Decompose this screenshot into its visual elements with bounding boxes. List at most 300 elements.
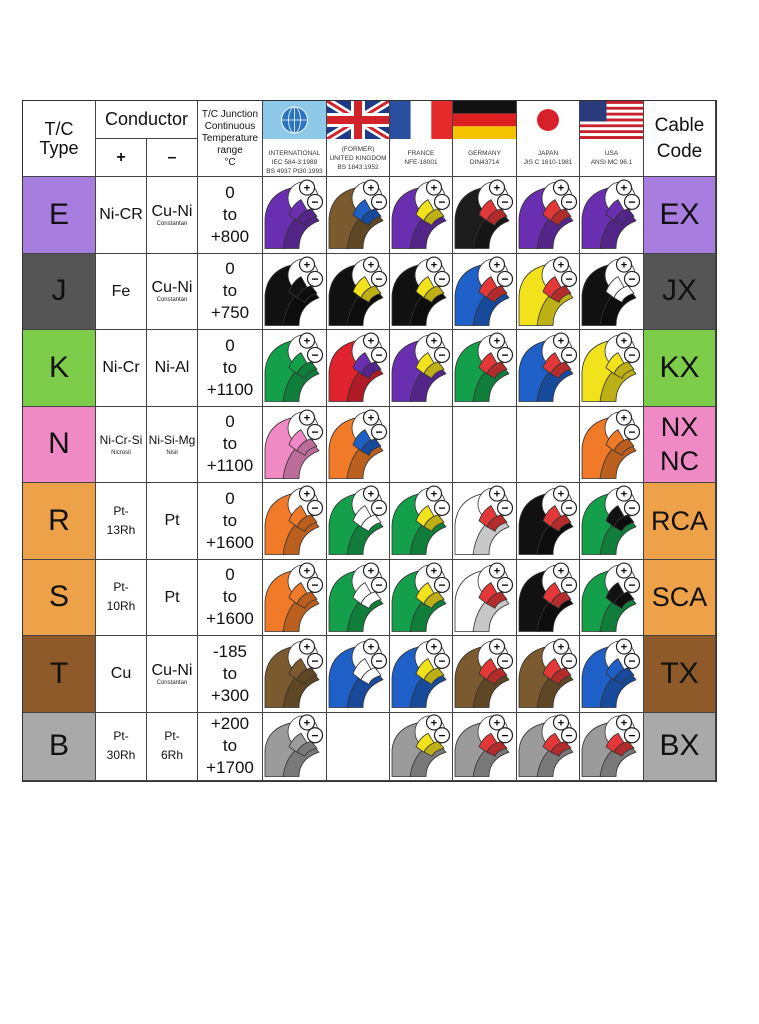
svg-text:+: + — [493, 641, 501, 654]
row-positive-conductor — [96, 330, 147, 407]
type-letter: T — [49, 656, 69, 690]
svg-text:−: − — [438, 653, 446, 668]
cable-code-value: BX — [659, 729, 700, 763]
cable-cell — [453, 407, 517, 484]
svg-text:+: + — [367, 488, 375, 501]
row-cable-code — [644, 560, 716, 637]
tc-type-label: T/C Type — [39, 118, 79, 158]
cable-icon-j-japan — [517, 254, 579, 330]
standard-name: ANSI MC 96.1 — [590, 159, 633, 166]
temperature-range-line: to — [222, 663, 238, 683]
svg-text:+: + — [620, 488, 628, 501]
cable-cell — [580, 254, 644, 331]
cable-icon-k-international — [263, 330, 326, 406]
standard-header-france — [390, 101, 453, 177]
row-positive-conductor — [96, 177, 147, 254]
positive-material: Pt- 13Rh — [106, 503, 136, 537]
cable-cell — [453, 560, 517, 637]
svg-text:−: − — [501, 194, 509, 209]
row-negative-conductor — [147, 560, 198, 637]
cable-cell — [580, 483, 644, 560]
row-cable-code — [644, 713, 716, 782]
cable-icon-s-international — [263, 560, 326, 636]
svg-text:−: − — [628, 577, 636, 592]
negative-material: Cu-Ni — [151, 202, 193, 220]
cable-cell — [263, 177, 327, 254]
cable-cell — [263, 713, 327, 782]
cable-icon-e-usa — [580, 177, 643, 253]
row-negative-conductor — [147, 254, 198, 331]
svg-text:−: − — [375, 424, 383, 439]
header-conductor — [96, 101, 198, 139]
standard-caption — [263, 149, 326, 176]
svg-text:−: − — [628, 727, 636, 742]
positive-material: Ni-CR — [99, 206, 143, 224]
type-letter: R — [48, 503, 70, 537]
temperature-range-line: +200 — [210, 714, 250, 734]
row-cable-code — [644, 177, 716, 254]
standard-name: BS 1843:1952 — [337, 164, 379, 171]
cable-icon-k-germany — [453, 330, 516, 406]
cable-icon-s-japan — [517, 560, 579, 636]
row-negative-conductor — [147, 636, 198, 713]
cable-cell — [390, 560, 453, 637]
cable-icon-r-germany — [453, 483, 516, 559]
temperature-range-line: 0 — [225, 412, 235, 432]
cable-cell — [580, 177, 644, 254]
type-letter: J — [51, 274, 67, 308]
svg-text:−: − — [375, 194, 383, 209]
svg-text:+: + — [493, 488, 501, 501]
cable-cell — [327, 407, 390, 484]
cable-cell — [580, 713, 644, 782]
header-tc-type — [23, 101, 96, 177]
svg-text:−: − — [438, 271, 446, 286]
svg-text:+: + — [493, 182, 501, 195]
svg-text:+: + — [557, 335, 565, 348]
cable-cell — [327, 713, 390, 782]
svg-text:−: − — [438, 347, 446, 362]
cable-icon-j-uk — [327, 254, 389, 330]
cable-icon-n-international — [263, 407, 326, 483]
row-positive-conductor — [96, 407, 147, 484]
svg-text:−: − — [375, 271, 383, 286]
temperature-range-line: +1700 — [206, 758, 254, 778]
cable-cell — [263, 330, 327, 407]
international-flag-icon — [263, 101, 326, 139]
svg-text:+: + — [367, 259, 375, 272]
standard-country: USA — [604, 150, 619, 157]
row-temperature-range — [198, 407, 263, 484]
cable-icon-k-usa — [580, 330, 643, 406]
temperature-range-line: +1100 — [206, 456, 254, 476]
standard-header-uk — [327, 101, 390, 177]
row-type-B — [23, 713, 96, 782]
cable-code-value: SCA — [651, 582, 708, 613]
positive-material-note: Nicrosil — [111, 450, 131, 457]
svg-text:−: − — [565, 271, 573, 286]
temperature-range-line: -185 — [212, 641, 248, 661]
cable-code-value: TX — [660, 656, 699, 690]
svg-text:+: + — [303, 335, 311, 348]
cable-icon-r-france — [390, 483, 452, 559]
svg-text:−: − — [628, 194, 636, 209]
svg-text:+: + — [430, 716, 438, 729]
row-temperature-range — [198, 177, 263, 254]
header-minus — [147, 139, 198, 177]
row-negative-conductor — [147, 177, 198, 254]
cable-cell — [390, 713, 453, 782]
row-positive-conductor — [96, 636, 147, 713]
cable-cell — [517, 636, 580, 713]
svg-text:+: + — [367, 641, 375, 654]
negative-material-note: Nisil — [166, 450, 178, 457]
uk-flag-icon — [327, 101, 389, 139]
svg-text:−: − — [375, 500, 383, 515]
temperature-range-line: to — [222, 281, 238, 301]
cable-icon-b-france — [390, 713, 452, 781]
svg-text:+: + — [620, 641, 628, 654]
cable-cell — [453, 254, 517, 331]
svg-text:−: − — [501, 347, 509, 362]
positive-material: Pt- 30Rh — [106, 729, 136, 763]
cable-code-value: KX — [659, 350, 700, 384]
cable-icon-e-germany — [453, 177, 516, 253]
temperature-range-line: to — [222, 204, 238, 224]
svg-text:−: − — [628, 653, 636, 668]
negative-material: Pt — [164, 588, 180, 606]
row-temperature-range — [198, 560, 263, 637]
svg-text:−: − — [565, 347, 573, 362]
row-negative-conductor — [147, 713, 198, 782]
cable-icon-t-usa — [580, 636, 643, 712]
svg-text:−: − — [311, 727, 319, 742]
cable-cell — [327, 560, 390, 637]
svg-text:+: + — [557, 565, 565, 578]
standard-country: INTERNATIONAL — [268, 150, 321, 157]
header-cable-code — [644, 101, 716, 177]
svg-text:−: − — [628, 271, 636, 286]
cable-icon-e-japan — [517, 177, 579, 253]
standard-name: DIN43714 — [469, 159, 500, 166]
cable-code-value: NX NC — [660, 412, 699, 477]
row-positive-conductor — [96, 483, 147, 560]
cable-code-value: JX — [661, 274, 697, 308]
row-cable-code — [644, 483, 716, 560]
svg-text:−: − — [565, 653, 573, 668]
row-type-S — [23, 560, 96, 637]
svg-text:−: − — [438, 194, 446, 209]
germany-flag-icon — [453, 101, 516, 139]
svg-text:−: − — [438, 500, 446, 515]
svg-text:+: + — [367, 335, 375, 348]
temperature-range-line: to — [222, 736, 238, 756]
standard-name: JIS C 1610-1981 — [523, 159, 573, 166]
plus-label: + — [116, 148, 126, 166]
svg-text:+: + — [303, 488, 311, 501]
svg-text:+: + — [620, 716, 628, 729]
france-flag-icon — [390, 101, 452, 139]
svg-text:+: + — [430, 565, 438, 578]
cable-icon-e-international — [263, 177, 326, 253]
row-cable-code — [644, 330, 716, 407]
svg-text:+: + — [620, 182, 628, 195]
svg-text:−: − — [311, 653, 319, 668]
svg-text:−: − — [501, 500, 509, 515]
row-temperature-range — [198, 713, 263, 782]
cable-icon-j-germany — [453, 254, 516, 330]
cable-cell — [327, 483, 390, 560]
temperature-range-line: +1100 — [206, 379, 254, 399]
cable-cell — [327, 636, 390, 713]
japan-flag-icon — [517, 101, 579, 139]
cable-icon-b-germany — [453, 713, 516, 781]
cable-cell — [263, 407, 327, 484]
cable-icon-n-usa — [580, 407, 643, 483]
svg-text:−: − — [565, 727, 573, 742]
cable-cell — [453, 636, 517, 713]
cable-cell — [517, 330, 580, 407]
cable-icon-k-uk — [327, 330, 389, 406]
svg-text:+: + — [557, 716, 565, 729]
temperature-range-line: +1600 — [206, 532, 254, 552]
cable-icon-j-international — [263, 254, 326, 330]
svg-text:−: − — [565, 577, 573, 592]
cable-cell — [453, 177, 517, 254]
cable-icon-t-japan — [517, 636, 579, 712]
svg-text:−: − — [375, 577, 383, 592]
svg-text:+: + — [557, 641, 565, 654]
cable-cell — [517, 560, 580, 637]
cable-icon-e-uk — [327, 177, 389, 253]
svg-text:−: − — [438, 727, 446, 742]
row-type-J — [23, 254, 96, 331]
cable-icon-k-france — [390, 330, 452, 406]
temperature-range-line: to — [222, 510, 238, 530]
standard-caption — [580, 149, 643, 167]
cable-icon-t-uk — [327, 636, 389, 712]
row-temperature-range — [198, 483, 263, 560]
temperature-range-line: to — [222, 587, 238, 607]
cable-icon-t-germany — [453, 636, 516, 712]
row-temperature-range — [198, 330, 263, 407]
svg-text:−: − — [501, 271, 509, 286]
standard-country: (FORMER) UNITED KINGDOM — [329, 146, 387, 162]
cable-icon-b-international — [263, 713, 326, 781]
svg-text:+: + — [430, 259, 438, 272]
svg-text:+: + — [430, 182, 438, 195]
negative-material-note: Constantan — [156, 679, 188, 686]
cable-cell — [390, 407, 453, 484]
svg-text:+: + — [303, 412, 311, 425]
row-negative-conductor — [147, 407, 198, 484]
svg-text:−: − — [375, 653, 383, 668]
cable-cell — [263, 254, 327, 331]
svg-text:+: + — [493, 716, 501, 729]
svg-text:+: + — [430, 488, 438, 501]
cable-cell — [263, 636, 327, 713]
negative-material: Cu-Ni — [151, 661, 193, 679]
svg-text:−: − — [311, 577, 319, 592]
svg-text:+: + — [493, 335, 501, 348]
type-letter: B — [48, 729, 69, 763]
standard-caption — [453, 149, 516, 167]
negative-material-note: Constantan — [156, 220, 188, 227]
svg-text:+: + — [303, 259, 311, 272]
svg-text:−: − — [565, 500, 573, 515]
svg-text:+: + — [620, 412, 628, 425]
row-type-E — [23, 177, 96, 254]
svg-text:−: − — [375, 347, 383, 362]
cable-icon-r-usa — [580, 483, 643, 559]
cable-icon-r-uk — [327, 483, 389, 559]
svg-text:−: − — [628, 500, 636, 515]
negative-material: Pt- 6Rh — [160, 729, 183, 763]
cable-cell — [263, 560, 327, 637]
temperature-range-line: +750 — [210, 303, 250, 323]
standard-header-japan — [517, 101, 580, 177]
svg-text:−: − — [501, 727, 509, 742]
negative-material: Ni-Al — [154, 359, 190, 377]
cable-cell — [390, 483, 453, 560]
cable-cell — [390, 330, 453, 407]
cable-cell — [517, 483, 580, 560]
svg-text:+: + — [303, 565, 311, 578]
cable-cell — [263, 483, 327, 560]
cable-cell — [580, 636, 644, 713]
standard-country: JAPAN — [537, 150, 559, 157]
usa-flag-icon — [580, 101, 643, 139]
temperature-range-line: to — [222, 434, 238, 454]
cable-code-value: RCA — [650, 505, 708, 536]
svg-text:+: + — [367, 412, 375, 425]
row-type-N — [23, 407, 96, 484]
svg-text:+: + — [367, 565, 375, 578]
standard-caption — [327, 145, 389, 172]
svg-text:−: − — [501, 653, 509, 668]
cable-cell — [390, 636, 453, 713]
svg-text:−: − — [311, 271, 319, 286]
row-negative-conductor — [147, 330, 198, 407]
svg-text:+: + — [493, 259, 501, 272]
svg-text:−: − — [311, 347, 319, 362]
row-cable-code — [644, 407, 716, 484]
row-cable-code — [644, 636, 716, 713]
positive-material: Fe — [111, 282, 131, 300]
cable-cell — [580, 330, 644, 407]
svg-text:−: − — [628, 424, 636, 439]
conductor-label: Conductor — [104, 109, 189, 129]
svg-text:−: − — [438, 577, 446, 592]
svg-text:−: − — [311, 424, 319, 439]
standard-header-international — [263, 101, 327, 177]
standard-caption — [390, 149, 452, 167]
svg-text:+: + — [367, 182, 375, 195]
svg-text:+: + — [620, 259, 628, 272]
negative-material: Ni-Si-Mg — [148, 433, 196, 448]
row-type-R — [23, 483, 96, 560]
temperature-range-line: +300 — [210, 685, 250, 705]
row-cable-code — [644, 254, 716, 331]
cable-icon-t-france — [390, 636, 452, 712]
cable-cell — [453, 713, 517, 782]
svg-text:−: − — [501, 577, 509, 592]
row-temperature-range — [198, 254, 263, 331]
cable-icon-s-germany — [453, 560, 516, 636]
cable-icon-t-international — [263, 636, 326, 712]
svg-text:+: + — [557, 488, 565, 501]
row-type-K — [23, 330, 96, 407]
svg-text:+: + — [303, 182, 311, 195]
cable-cell — [517, 177, 580, 254]
header-temp-junction — [198, 101, 263, 177]
cable-icon-e-france — [390, 177, 452, 253]
positive-material: Ni-Cr — [102, 359, 140, 377]
standard-caption — [517, 149, 579, 167]
standard-country: FRANCE — [407, 150, 435, 157]
temperature-range-line: 0 — [225, 259, 235, 279]
minus-label: – — [167, 148, 177, 166]
svg-text:+: + — [493, 565, 501, 578]
header-plus — [96, 139, 147, 177]
cable-icon-b-japan — [517, 713, 579, 781]
positive-material: Pt- 10Rh — [106, 580, 136, 614]
temperature-range-line: to — [222, 357, 238, 377]
cable-cell — [517, 713, 580, 782]
positive-material: Ni-Cr-Si — [99, 433, 143, 448]
standard-header-usa — [580, 101, 644, 177]
cable-cell — [517, 254, 580, 331]
cable-icon-j-usa — [580, 254, 643, 330]
standard-country: GERMANY — [468, 150, 501, 157]
svg-text:+: + — [620, 565, 628, 578]
row-negative-conductor — [147, 483, 198, 560]
svg-text:−: − — [311, 500, 319, 515]
cable-icon-n-uk — [327, 407, 389, 483]
standard-name: IEC 584-3:1989 BS 4937 Pt30:1993 — [266, 159, 323, 175]
svg-text:+: + — [430, 335, 438, 348]
row-positive-conductor — [96, 254, 147, 331]
negative-material-note: Constantan — [156, 297, 188, 304]
svg-text:+: + — [303, 641, 311, 654]
cable-icon-b-usa — [580, 713, 643, 781]
svg-text:−: − — [628, 347, 636, 362]
temperature-range-line: 0 — [225, 565, 235, 585]
row-positive-conductor — [96, 560, 147, 637]
cable-cell — [453, 483, 517, 560]
standard-name: NFE-18001 — [404, 159, 438, 166]
temp-junction-label: T/C Junction Continuous Temperature range °C — [201, 108, 259, 168]
cable-cell — [327, 254, 390, 331]
svg-text:+: + — [557, 182, 565, 195]
cable-cell — [390, 177, 453, 254]
negative-material: Pt — [164, 512, 180, 530]
cable-icon-s-uk — [327, 560, 389, 636]
temperature-range-line: +800 — [210, 226, 250, 246]
cable-icon-k-japan — [517, 330, 579, 406]
svg-text:+: + — [620, 335, 628, 348]
row-type-T — [23, 636, 96, 713]
temperature-range-line: +1600 — [206, 609, 254, 629]
cable-code-label: Cable Code — [654, 114, 705, 162]
temperature-range-line: 0 — [225, 182, 235, 202]
type-letter: N — [48, 427, 70, 461]
svg-text:+: + — [303, 716, 311, 729]
standard-header-germany — [453, 101, 517, 177]
cable-cell — [580, 560, 644, 637]
cable-icon-r-international — [263, 483, 326, 559]
thermocouple-color-code-chart — [22, 100, 717, 782]
